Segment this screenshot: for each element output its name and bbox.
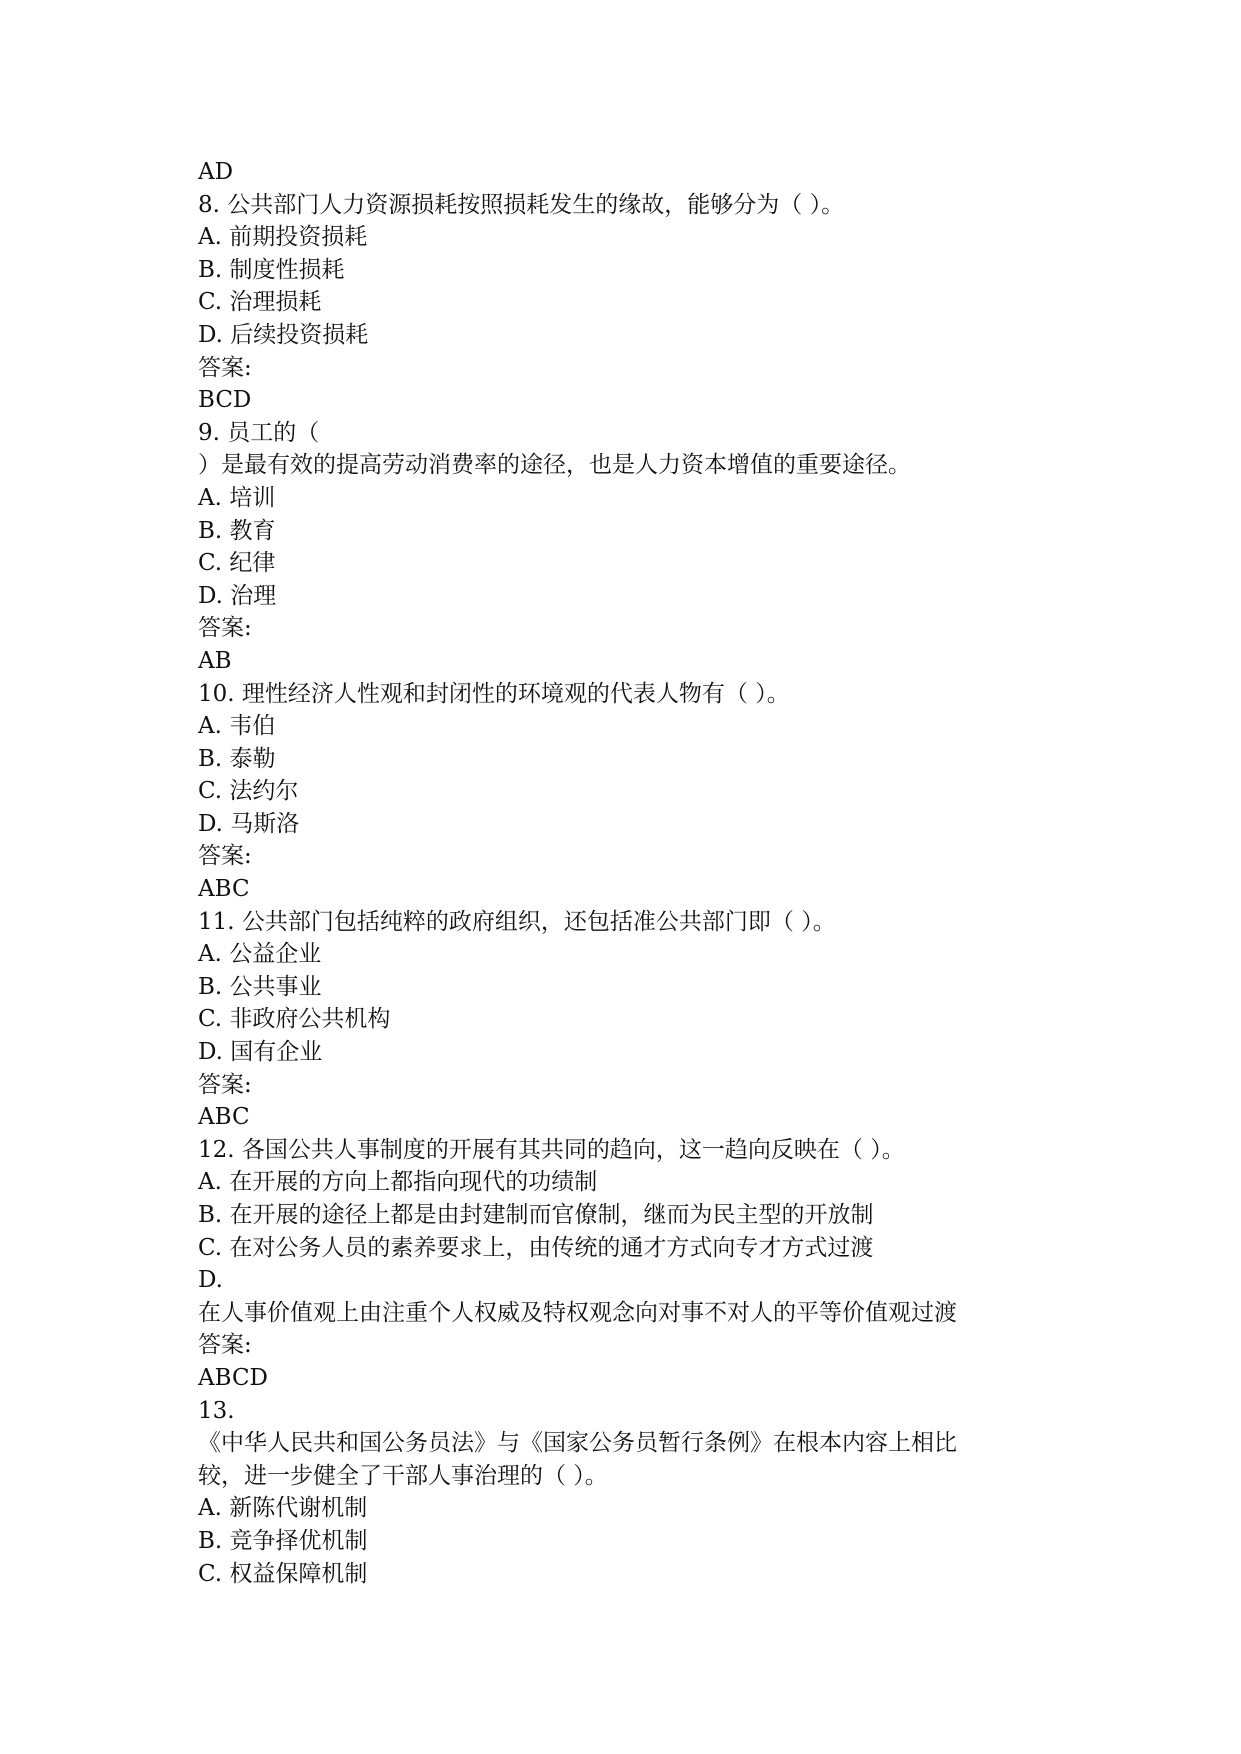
answer-line: ABC: [198, 876, 250, 903]
option-line: C. 在对公务人员的素养要求上，由传统的通才方式向专才方式过渡: [198, 1234, 874, 1261]
answer-label: 答案:: [198, 1332, 252, 1359]
answer-line: ABCD: [198, 1364, 268, 1391]
option-line: A. 前期投资损耗: [198, 224, 368, 251]
answer-label: 答案:: [198, 354, 252, 381]
question-13-text-cont: 较，进一步健全了干部人事治理的（ ）。: [198, 1462, 608, 1489]
option-line: D. 治理: [198, 582, 277, 609]
question-10-text: 10. 理性经济人性观和封闭性的环境观的代表人物有（ ）。: [198, 680, 790, 707]
option-line: B. 教育: [198, 517, 276, 544]
document-page: [198, 156, 1048, 1590]
answer-label: 答案:: [198, 615, 252, 642]
option-line: C. 法约尔: [198, 778, 299, 805]
option-line: C. 纪律: [198, 550, 276, 577]
option-line: D. 国有企业: [198, 1039, 323, 1066]
question-8-text: 8. 公共部门人力资源损耗按照损耗发生的缘故，能够分为（ ）。: [198, 191, 845, 218]
option-line: C. 权益保障机制: [198, 1560, 368, 1587]
answer-label: 答案:: [198, 1071, 252, 1098]
option-line: C. 非政府公共机构: [198, 1006, 391, 1033]
option-line: B. 制度性损耗: [198, 256, 345, 283]
option-line: C. 治理损耗: [198, 289, 322, 316]
question-13-number: 13.: [198, 1397, 235, 1424]
answer-label: 答案:: [198, 843, 252, 870]
option-line: A. 在开展的方向上都指向现代的功绩制: [198, 1169, 598, 1196]
question-12-text: 12. 各国公共人事制度的开展有其共同的趋向，这一趋向反映在（ ）。: [198, 1136, 905, 1163]
option-line-cont: 在人事价值观上由注重个人权威及特权观念向对事不对人的平等价值观过渡: [198, 1299, 957, 1326]
answer-line: AB: [198, 647, 232, 674]
question-9-text: 9. 员工的（: [198, 419, 320, 446]
question-13-text: 《中华人民共和国公务员法》与《国家公务员暂行条例》在根本内容上相比: [198, 1430, 957, 1457]
option-line: B. 泰勒: [198, 745, 276, 772]
option-line: A. 培训: [198, 484, 276, 511]
option-line: B. 在开展的途径上都是由封建制而官僚制，继而为民主型的开放制: [198, 1202, 874, 1228]
option-line: B. 公共事业: [198, 973, 322, 1000]
answer-line: BCD: [198, 387, 252, 414]
option-line: D. 马斯洛: [198, 810, 300, 837]
option-line: A. 韦伯: [198, 713, 276, 740]
question-11-text: 11. 公共部门包括纯粹的政府组织，还包括准公共部门即（ ）。: [198, 908, 836, 935]
option-line: A. 公益企业: [198, 941, 322, 968]
option-line: B. 竞争择优机制: [198, 1527, 368, 1554]
option-line: A. 新陈代谢机制: [198, 1495, 368, 1522]
answer-line: ABC: [198, 1104, 250, 1131]
question-9-text-cont: ）是最有效的提高劳动消费率的途径，也是人力资本增值的重要途径。: [198, 452, 911, 479]
option-line: D. 后续投资损耗: [198, 321, 369, 348]
option-line: D.: [198, 1267, 223, 1294]
answer-line: AD: [198, 159, 234, 185]
